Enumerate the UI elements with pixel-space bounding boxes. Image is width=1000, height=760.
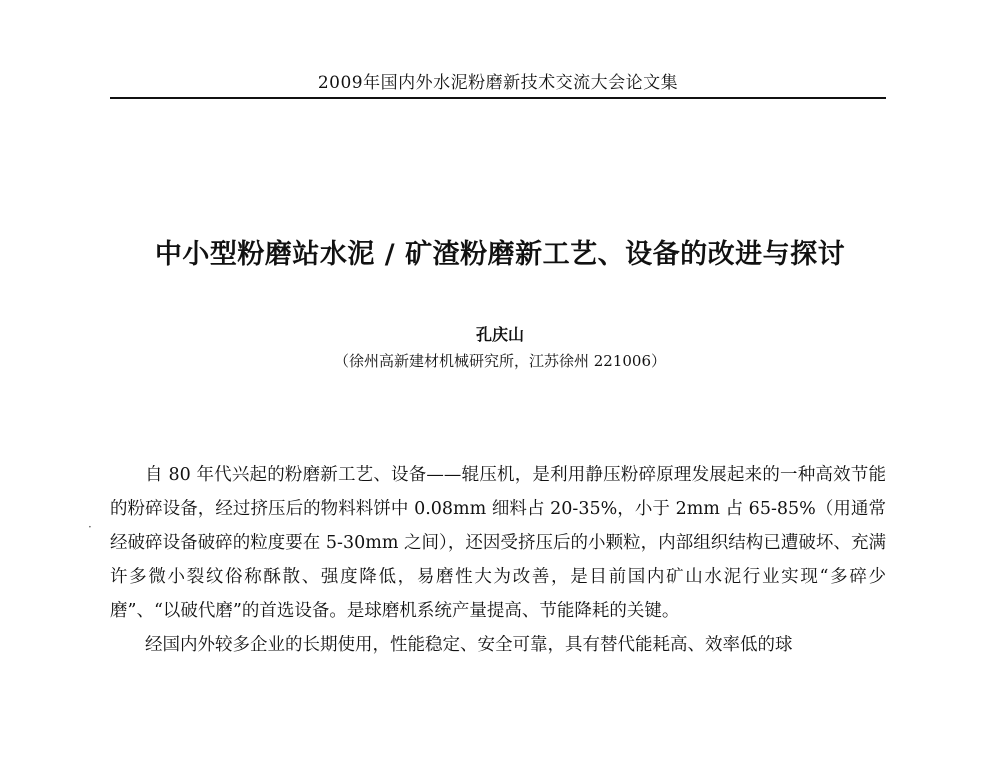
body-text bbox=[110, 458, 886, 662]
author-affiliation: （徐州高新建材机械研究所，江苏徐州 221006） bbox=[333, 352, 667, 370]
paragraph-1: 自 80 年代兴起的粉磨新工艺、设备——辊压机，是利用静压粉碎原理发展起来的一种高效节能的粉碎设备，经过挤压后的物料料饼中 0.08mm 细料占 20-35%，小于 2mm 占 65-85%（用通常经破碎设备破碎的粒度要在 5-30mm 之间），还因受挤压后的小颗粒，内部组织结构已遭破坏、充满许多微小裂纹俗称酥散、强度降低，易磨性大为改善，是目前国内矿山水泥行业实现“多碎少磨”、“以破代磨”的首选设备。是球磨机系统产量提高、节能降耗的关键。 bbox=[110, 465, 886, 621]
header-rule bbox=[110, 97, 886, 99]
margin-mark: · bbox=[88, 520, 92, 534]
paragraph-2: 经国内外较多企业的长期使用，性能稳定、安全可靠，具有替代能耗高、效率低的球 bbox=[145, 635, 793, 655]
author-name: 孔庆山 bbox=[475, 325, 524, 344]
paper-title: 中小型粉磨站水泥 / 矿渣粉磨新工艺、设备的改进与探讨 bbox=[154, 239, 846, 270]
running-header: 2009年国内外水泥粉磨新技术交流大会论文集 bbox=[317, 73, 679, 93]
